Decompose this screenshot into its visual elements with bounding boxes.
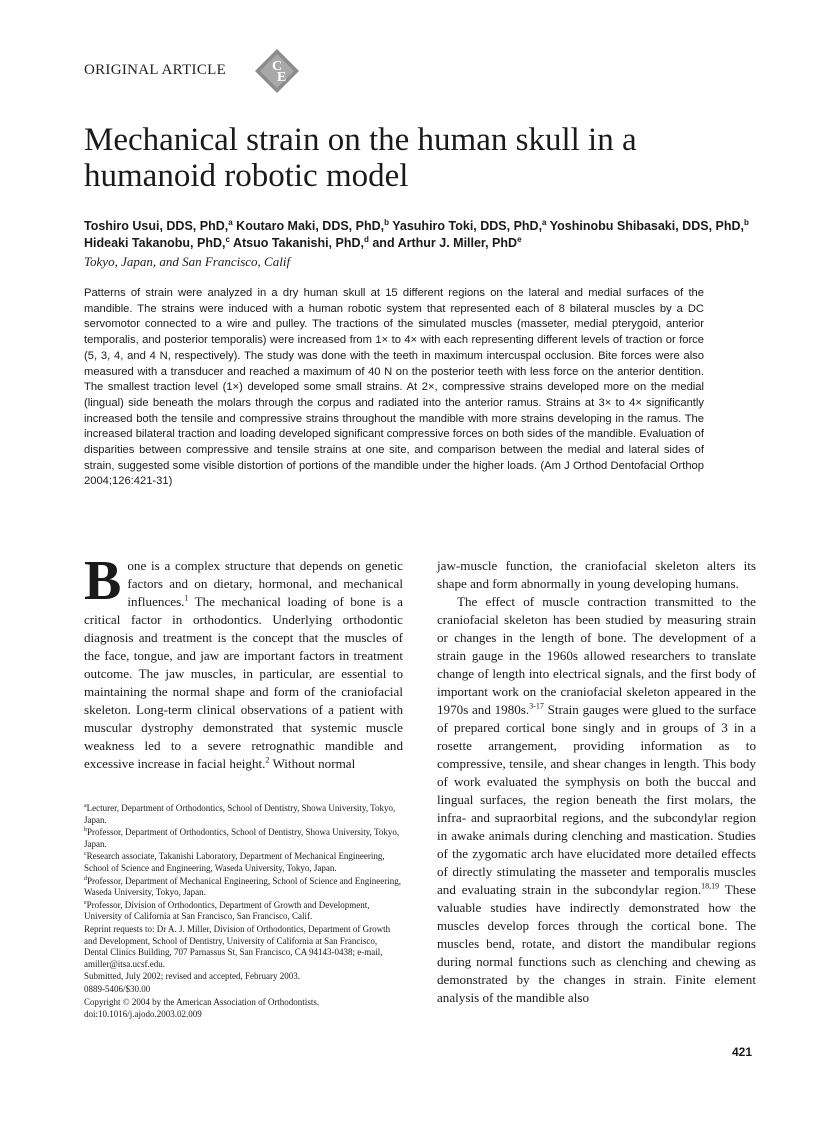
author-affiliation: a (542, 217, 547, 227)
submission-dates: Submitted, July 2002; revised and accepted, February 2003. (84, 971, 300, 982)
body-paragraph: jaw-muscle function, the craniofacial skeleton alters its shape and form abnormally in young developing humans. (437, 558, 756, 591)
author-list (84, 218, 764, 252)
footnote-affiliation: $^d$Professor, Department of Mechanical Engineering, School of Science and Engineering, Waseda University, Tokyo, Japan. (84, 875, 402, 898)
reprint-requests: Reprint requests to: Dr A. J. Miller, Division of Orthodontics, Department of Growth and Development, School of Dentistry, University of California at San Francisco, Dental Clinics Building, 707 Parnassus St, San Francisco, CA 94143-0438; e-mail, amiller@itsa.ucsf.edu. (84, 923, 391, 969)
author-location: Tokyo, Japan, and San Francisco, Calif (84, 254, 291, 269)
body-paragraph: The effect of muscle contraction transmitted to the craniofacial skeleton has been studied by measuring strain or changes in the length of bone. The development of a strain gauge in the 1960s allowed researchers to translate change of length into electrical signals, and the first body of important work on the craniofacial skeleton appeared in the 1970s and 1980s.$^{3-17}$ Strain gauges were glued to the surface of prepared cortical bone singly and in groups of 3 in a rosette arrangement, providing information as to compressive, tensile, and shear changes in length. This body of work evaluated the symphysis on both the buccal and lingual surfaces, the region beneath the first molars, the infra- and supraorbital regions, and the subcondylar region in awake animals during clenching and mastication. Studies of the zygomatic arch have elucidated more detailed effects of directly stimulating the masseter and temporalis muscles and evaluating strain in the subcondylar region.$^{18,19}$ These valuable studies have indirectly demonstrated how the muscles develop forces through the cortical bone. The muscles bend, rotate, and distort the mandibular regions during normal functions such as clenching and chewing as demonstrated by the changes in strain. Finite element analysis of the mandible also (437, 594, 757, 1005)
logo-letter-c: C (272, 59, 283, 74)
author-name: Koutaro Maki, DDS, PhD, (236, 219, 385, 233)
reference-mark: 3-17 (529, 701, 544, 711)
section-label: ORIGINAL ARTICLE (84, 62, 227, 78)
issn: 0889-5406/$30.00 (84, 983, 151, 994)
reference-mark: 2 (265, 755, 270, 765)
body-column-right (437, 557, 756, 1007)
drop-cap: B (84, 550, 122, 612)
article-title: Mechanical strain on the human skull in a humanoid robotic model (84, 122, 637, 194)
page-number: 421 (732, 1045, 753, 1059)
ce-logo-icon (254, 48, 300, 94)
author-affiliation: b (744, 217, 749, 227)
reference-mark: 18,19 (701, 881, 720, 891)
reference-mark: 1 (184, 593, 189, 603)
footnote-affiliation: $^b$Professor, Department of Orthodontics, School of Dentistry, Showa University, Tokyo, Japan. (84, 827, 400, 849)
body-paragraph: Bone is a complex structure that depends on genetic factors and on dietary, hormonal, and mechanical influences.$^1$ The mechanical loading of bone is a critical factor in orthodontics. Underlying orthodontic diagnosis and treatment is the concept that the muscles of the face, tongue, and jaw are important factors in treatment outcome. The jaw muscles, in particular, are essential to maintaining the normal shape and form of the craniofacial skeleton. Long-term clinical observations of a patient with muscular dystrophy demonstrated that systemic muscle weakness led to a severe retrognathic mandible and excessive increase in facial height.$^2$ Without normal (84, 550, 403, 771)
footnotes (84, 803, 403, 1022)
doi: doi:10.1016/j.ajodo.2003.02.009 (84, 1009, 202, 1020)
author-name: and Arthur J. Miller, PhD (372, 236, 518, 250)
author-name: Yasuhiro Toki, DDS, PhD, (392, 219, 543, 233)
author-affiliation: d (363, 234, 369, 244)
footnote-affiliation: $^e$Professor, Division of Orthodontics, Department of Growth and Development, University of California at San Francisco, San Francisco, Calif. (84, 899, 370, 922)
author-name: Toshiro Usui, DDS, PhD, (84, 219, 229, 233)
author-affiliation: a (228, 217, 233, 227)
footnote-affiliation: $^a$Lecturer, Department of Orthodontics, School of Dentistry, Showa University, Tokyo, Japan. (84, 803, 396, 825)
body-column-left (84, 550, 403, 773)
author-affiliation: c (225, 234, 230, 244)
author-affiliation: b (384, 217, 389, 227)
footnote-affiliation: $^c$Research associate, Takanishi Laboratory, Department of Mechanical Engineering, School of Science and Engineering, Waseda University, Tokyo, Japan. (84, 851, 385, 873)
author-name: Hideaki Takanobu, PhD, (84, 236, 226, 250)
author-affiliation: e (517, 234, 522, 244)
author-name: Yoshinobu Shibasaki, DDS, PhD, (549, 219, 744, 233)
author-name: Atsuo Takanishi, PhD, (232, 236, 364, 250)
abstract: Patterns of strain were analyzed in a dry human skull at 15 different regions on the lateral and medial surfaces of the mandible. The strains were induced with a human robotic system that represented each of 8 bilateral muscles by a DC servomotor connected to a wire and pulley. The tractions of the simulated muscles (masseter, medial pterygoid, anterior temporalis, and posterior temporalis) were increased from 1× to 4× with each representing different levels of traction or force (5, 3, 4, and 4 N, respectively). The study was done with the teeth in maximum intercuspal occlusion. Bite forces were also measured with a transducer and reached a maximum of 40 N on the posterior teeth with less force on the anterior dentition. The smallest traction level (1×) developed some small strains. At 2×, compressive strains developed more on the medial (lingual) side beneath the molars through the corpus and radiated into the anterior ramus. Strains at 3× to 4× significantly increased both the tensile and compressive strains throughout the mandible with more strains developing in the ramus. The increased bilateral traction and loading developed significant compressive forces on both sides of the mandible. Evaluation of disparities between compressive and tensile strains at one site, and comparison between the medial and lateral sides of strain, suggested some visible distortion of portions of the mandible under the higher loads. (Am J Orthod Dentofacial Orthop 2004;126:421-31) (84, 287, 704, 488)
copyright: Copyright © 2004 by the American Association of Orthodontists. (84, 996, 320, 1007)
logo-letter-e: E (277, 70, 287, 85)
